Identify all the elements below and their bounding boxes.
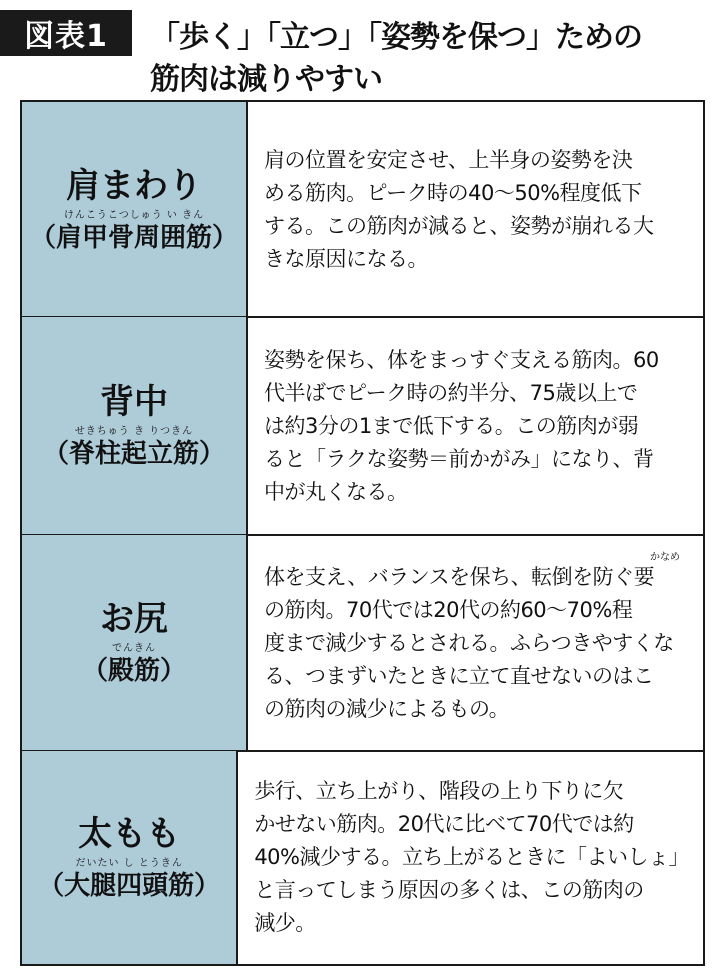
muscle-scientific-name: （脊柱起立筋） <box>42 439 225 469</box>
title-line-1: 「歩く」「立つ」「姿勢を保つ」ための <box>150 20 642 55</box>
muscle-description <box>248 317 703 535</box>
description-line: 40%減少する。立ち上がるときに「よいしょ」 <box>254 845 689 869</box>
description-line: は約3分の1まで低下する。この筋肉が弱 <box>264 413 639 438</box>
description-line: 減少。 <box>254 911 316 935</box>
muscle-scientific-name: （大腿四頭筋） <box>38 870 221 901</box>
muscle-description <box>248 102 703 317</box>
figure-label: 図表1 <box>0 10 132 56</box>
muscle-name: お尻 <box>100 599 168 639</box>
description-line: 歩行、立ち上がり、階段の上り下りに欠 <box>254 779 624 803</box>
table-row <box>22 535 703 751</box>
description-line: かせない筋肉。20代に比べて70代では約 <box>254 812 634 836</box>
muscle-ruby: せきちゅう き りつきん <box>74 426 194 437</box>
table-row <box>22 317 703 535</box>
table-row <box>22 751 703 964</box>
description-line: の筋肉の減少によるもの。 <box>264 696 510 721</box>
muscle-name: 背中 <box>100 382 168 422</box>
muscle-name-cell <box>22 102 248 317</box>
description-line: 中が丸くなる。 <box>264 479 408 504</box>
description-line: る、つまずいたときに立て直せないのはこ <box>264 663 654 688</box>
muscle-name-cell <box>22 751 238 964</box>
description-line: める筋肉。ピーク時の40～50%程度低下 <box>264 180 642 205</box>
header <box>0 0 720 96</box>
muscle-scientific-name: （殿筋） <box>81 656 186 686</box>
muscle-name-cell <box>22 317 248 535</box>
description-line: の筋肉。70代では20代の約60～70%程 <box>264 597 633 622</box>
description-line: と言ってしまう原因の多くは、この筋肉の <box>254 878 644 902</box>
kaname-ruby: かなめ <box>650 552 680 563</box>
description-line: ると「ラクな姿勢＝前かがみ」になり、背 <box>264 446 654 471</box>
description-line: 姿勢を保ち、体をまっすぐ支える筋肉。60 <box>264 347 659 372</box>
muscle-table <box>20 100 705 966</box>
description-line: 肩の位置を安定させ、上半身の姿勢を決 <box>264 147 633 172</box>
muscle-name-cell <box>22 535 248 751</box>
description-line: 度まで減少するとされる。ふらつきやすくな <box>264 630 674 655</box>
description-line: 体を支え、バランスを保ち、転倒を防ぐ要 <box>264 564 655 589</box>
muscle-description <box>238 751 703 964</box>
description-line: 代半ばでピーク時の約半分、75歳以上で <box>264 380 638 405</box>
table-row <box>22 102 703 317</box>
muscle-scientific-name: （肩甲骨周囲筋） <box>29 222 238 253</box>
title-line-2: 筋肉は減りやすい <box>150 62 382 97</box>
muscle-ruby: でんきん <box>112 643 156 654</box>
muscle-ruby: けんこうこつしゅう い きん <box>63 209 205 221</box>
muscle-ruby: だいたい し とうきん <box>75 857 183 869</box>
muscle-name: 肩まわり <box>66 165 202 206</box>
description-line: する。この筋肉が減ると、姿勢が崩れる大 <box>264 213 654 238</box>
description-line: きな原因になる。 <box>264 246 428 271</box>
muscle-description <box>248 535 703 751</box>
muscle-name: 太もも <box>78 813 181 854</box>
